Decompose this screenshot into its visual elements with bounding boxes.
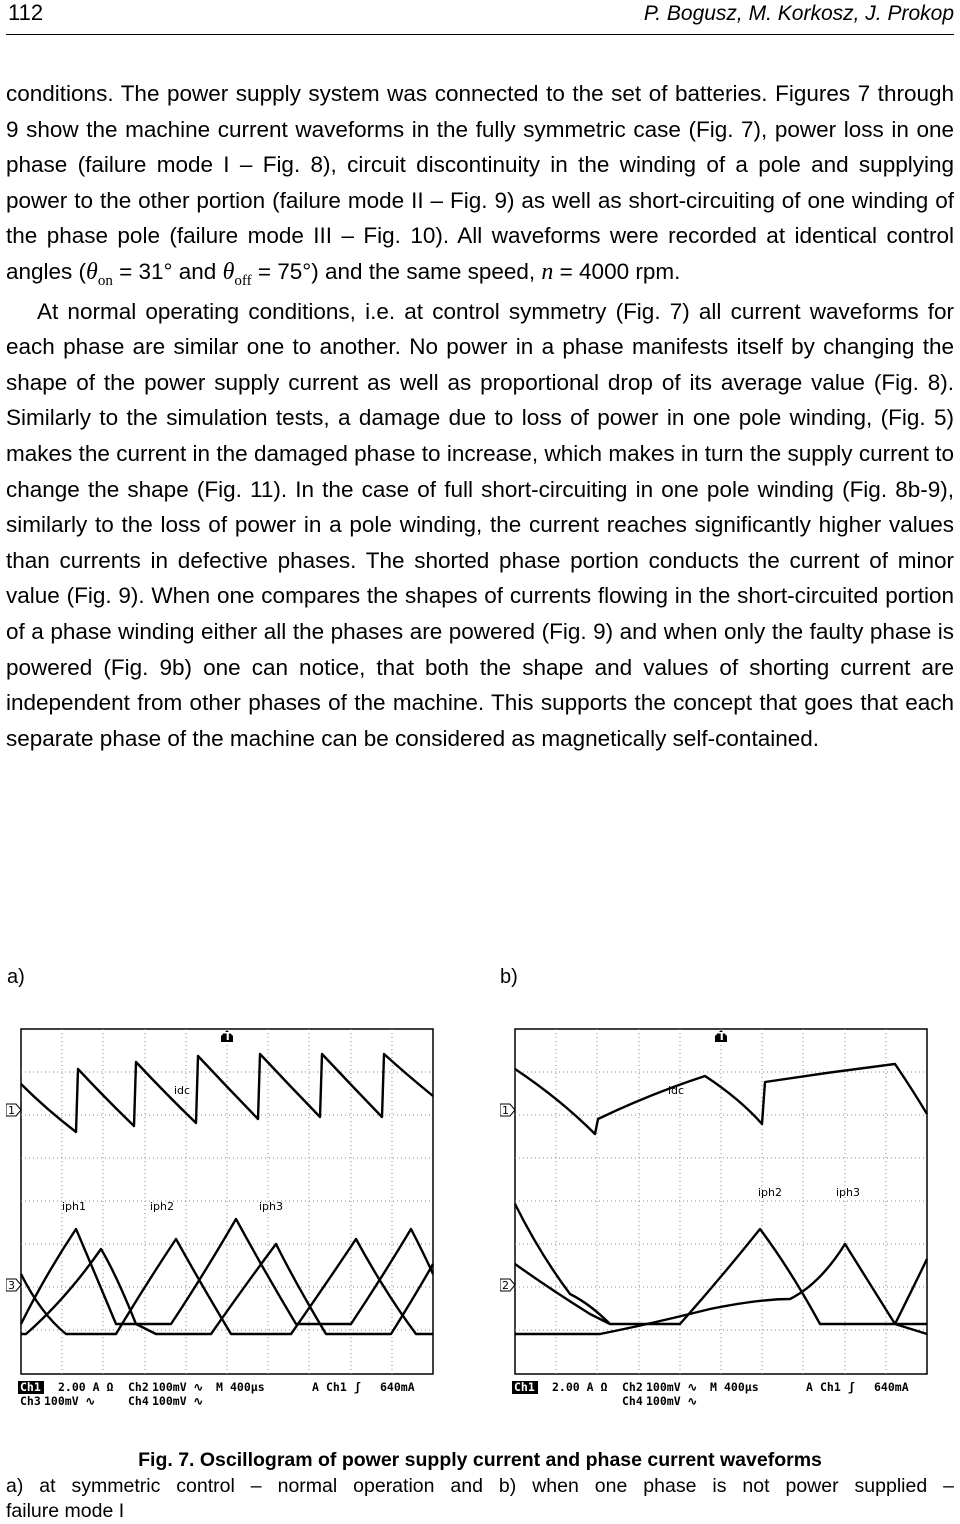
- status-b-ch1-scale: 2.00 A Ω: [552, 1380, 608, 1394]
- channel-marker-a-3-label: 3: [8, 1279, 15, 1292]
- status-b-trig-ch: Ch1: [820, 1380, 841, 1394]
- trace-label-iph2-a: iph2: [150, 1200, 175, 1213]
- running-authors: P. Bogusz, M. Korkosz, J. Prokop: [643, 2, 954, 25]
- trace-label-iph2-b: iph2: [758, 1186, 783, 1199]
- trace-label-iph3-b: iph3: [836, 1186, 861, 1199]
- status-b-slope: ʃ: [848, 1380, 855, 1394]
- status-a-trig-ch: Ch1: [326, 1380, 347, 1394]
- status-a-m: M: [216, 1380, 223, 1394]
- trigger-marker-a-label: T: [224, 1030, 232, 1043]
- status-b-a: A: [806, 1380, 813, 1394]
- theta-symbol-on: θ: [86, 258, 98, 285]
- trace-label-idc-b: idc: [668, 1084, 685, 1097]
- status-a-ch2-scale: 100mV ∿: [152, 1380, 204, 1394]
- status-a-slope: ʃ: [354, 1380, 361, 1394]
- p1-text-d: = 4000 rpm.: [553, 258, 681, 284]
- channel-marker-b-1-label: 1: [502, 1104, 509, 1117]
- oscillogram-b: [500, 1024, 930, 1408]
- status-a-level: 640mA: [380, 1380, 415, 1394]
- status-a-ch4-scale: 100mV ∿: [152, 1394, 204, 1408]
- status-a-ch1: Ch1: [20, 1380, 41, 1394]
- oscillogram-a: [6, 1024, 436, 1408]
- page-number: 112: [8, 0, 44, 25]
- trace-label-iph3-a: iph3: [259, 1200, 284, 1213]
- p1-text-b: = 31° and: [112, 258, 223, 284]
- status-a-ch2: Ch2: [128, 1380, 149, 1394]
- subscript-off: off: [234, 272, 252, 289]
- trigger-marker-b-label: T: [718, 1030, 726, 1043]
- status-b-ch4-scale: 100mV ∿: [646, 1394, 698, 1408]
- status-b-ch1: Ch1: [514, 1380, 535, 1394]
- status-a-ch3: Ch3: [20, 1394, 41, 1408]
- panel-b-label: b): [500, 966, 518, 988]
- status-b-level: 640mA: [874, 1380, 909, 1394]
- status-b-timebase: 400µs: [724, 1380, 759, 1394]
- status-a-ch3-scale: 100mV ∿: [44, 1394, 96, 1408]
- panel-a-label: a): [7, 966, 25, 988]
- status-b-ch4: Ch4: [622, 1394, 643, 1408]
- status-b-m: M: [710, 1380, 717, 1394]
- body-text: [6, 76, 954, 756]
- subscript-on: on: [97, 272, 113, 289]
- paragraph-2: At normal operating conditions, i.e. at control symmetry (Fig. 7) all current waveforms for each phase are similar one to another. No power in a phase manifests itself by changing the shape of the power supply current as well as proportional drop of its average value (Fig. 8). Similarly to the simulation tests, a damage due to loss of power in one pole winding, (Fig. 5) makes the current in the damaged phase to increase, which makes in turn the supply current to change the shape (Fig. 11). In the case of full short-circuiting in one pole winding (Fig. 8b-9), similarly to the loss of power in a pole winding, the current reaches significantly higher values than currents in defective phases. The shorted phase portion conducts the current of minor value (Fig. 9). When one compares the shapes of currents flowing in the short-circuited portion of a phase winding either all the phases are powered (Fig. 9) and when only the faulty phase is powered (Fig. 9b) one can notice, that both the shape and values of shorting current are independent from other phases of the machine. This supports the concept that goes that each separate phase of the machine can be considered as magnetically self-contained.: [6, 298, 954, 751]
- status-a-a: A: [312, 1380, 319, 1394]
- paragraph-1: [6, 76, 954, 294]
- figure-caption-title: Fig. 7. Oscillogram of power supply current and phase current waveforms: [138, 1449, 822, 1471]
- status-a-timebase: 400µs: [230, 1380, 265, 1394]
- status-b-ch2: Ch2: [622, 1380, 643, 1394]
- figure-caption-line-1: a) at symmetric control – normal operation and b) when one phase is not power supplied –: [6, 1475, 954, 1497]
- status-a-ch4: Ch4: [128, 1394, 149, 1408]
- channel-marker-a-1-label: 1: [8, 1104, 15, 1117]
- status-a-ch1-scale: 2.00 A Ω: [58, 1380, 114, 1394]
- trace-label-iph1-a: iph1: [62, 1200, 87, 1213]
- figure-caption-line-2: failure mode I: [6, 1500, 125, 1522]
- trace-label-idc-a: idc: [174, 1084, 191, 1097]
- n-symbol: n: [541, 258, 554, 285]
- channel-marker-b-2-label: 2: [502, 1279, 509, 1292]
- theta-symbol-off: θ: [222, 258, 235, 285]
- status-b-ch2-scale: 100mV ∿: [646, 1380, 698, 1394]
- p1-text-c: = 75°) and the same speed,: [251, 258, 542, 284]
- p1-text-a: conditions. The power supply system was connected to the set of batteries. Figures 7 through 9 show the machine current waveforms in the fully symmetric case (Fig. 7), power loss in one phase (failure mode I – Fig. 8), circuit discontinuity in the winding of a pole and supplying power to the other portion (failure mode II – Fig. 9) as well as short-circuiting of one winding of the phase pole (failure mode III – Fig. 10). All waveforms were recorded at identical control angles (: [6, 81, 954, 284]
- page-header: [6, 0, 954, 35]
